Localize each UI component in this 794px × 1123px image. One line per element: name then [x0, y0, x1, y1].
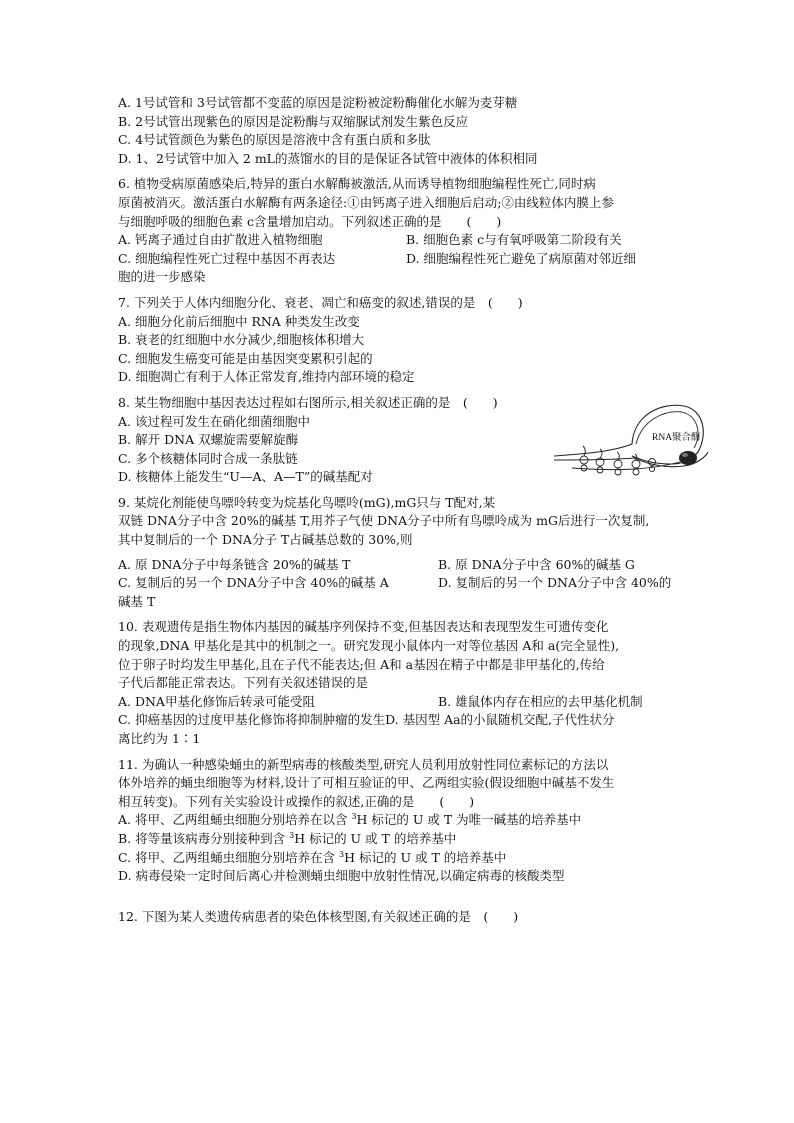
q6-stem-3: 与细胞呼吸的细胞色素 c含量增加启动。下列叙述正确的是 ( )	[118, 213, 502, 229]
q6-option-a: A. 钙离子通过自由扩散进入植物细胞	[118, 232, 323, 248]
q6-option-d: D. 细胞编程性死亡避免了病原菌对邻近细	[406, 250, 637, 266]
q6-options-row-1	[118, 231, 688, 250]
isotope-superscript: 3	[339, 849, 345, 859]
q10-stem-2: 的现象,DNA 甲基化是其中的机制之一。研究发现小鼠体内一对等位基因 A和 a(完全显性),	[118, 638, 620, 654]
q11-stem-1: 11. 为确认一种感染蛹虫的新型病毒的核酸类型,研究人员利用放射性同位素标记的方法以	[118, 756, 609, 772]
q7-option-b: B. 衰老的红细胞中水分减少,细胞核体积增大	[118, 332, 365, 348]
q7-option-d: D. 细胞凋亡有利于人体正常发育,维持内部环境的稳定	[118, 369, 415, 385]
isotope-superscript: 3	[351, 812, 357, 822]
q11-option-d-text: D. 病毒侵染一定时间后离心并检测蛹虫细胞中放射性情况,以确定病毒的核酸类型	[118, 868, 565, 884]
q10-options-row-1	[118, 693, 688, 712]
q10-option-b: B. 雄鼠体内存在相应的去甲基化机制	[438, 693, 643, 709]
q8-option-c: C. 多个核糖体同时合成一条肽链	[118, 450, 298, 466]
transcription-translation-figure	[552, 394, 710, 484]
question-11	[118, 756, 688, 886]
q8-option-b: B. 解开 DNA 双螺旋需要解旋酶	[118, 432, 299, 448]
q11-option-d	[118, 867, 688, 886]
q10-option-c: C. 抑癌基因的过度甲基化修饰将抑制肿瘤的发生	[118, 712, 386, 728]
q11-option-b	[118, 830, 688, 849]
q9-option-d-cont: 碱基 T	[118, 593, 156, 609]
q9-stem-1: 9. 某烷化剂能使鸟嘌呤转变为烷基化鸟嘌呤(mG),mG只与 T配对,某	[118, 494, 496, 510]
q7-option-a: A. 细胞分化前后细胞中 RNA 种类发生改变	[118, 313, 360, 329]
q9-stem-3: 其中复制后的一个 DNA分子 T占碱基总数的 30%,则	[118, 532, 413, 548]
q8-stem: 8. 某生物细胞中基因表达过程如右图所示,相关叙述正确的是 ( )	[118, 394, 498, 410]
q6-stem-1: 6. 植物受病原菌感染后,特异的蛋白水解酶被激活,从而诱导植物细胞编程性死亡,同时病	[118, 176, 596, 192]
q12-stem: 12. 下图为某人类遗传病患者的染色体核型图,有关叙述正确的是 ( )	[118, 908, 519, 924]
q5-option-d: D. 1、2号试管中加入 2 mL的蒸馏水的目的是保证各试管中液体的体积相同	[118, 150, 538, 166]
q9-option-a: A. 原 DNA分子中每条链含 20%的碱基 T	[118, 556, 351, 572]
q10-stem-3: 位于卵子时均发生甲基化,且在子代不能表达;但 A和 a基因在精子中都是非甲基化的,传给	[118, 656, 605, 672]
question-7	[118, 294, 688, 387]
q11-option-c-text: C. 将甲、乙两组蛹虫细胞分别培养在含	[118, 849, 340, 865]
question-10	[118, 618, 688, 748]
q11-stem-3: 相互转变)。下列有关实验设计或操作的叙述,正确的是 ( )	[118, 793, 475, 809]
q11-option-a-text-2: H 标记的 U 或 T 为唯一碱基的培养基中	[356, 812, 582, 828]
q6-stem-2: 原菌被消灭。激活蛋白水解酶有两条途径:①由钙离子进入细胞后启动;②由线粒体内膜上参	[118, 194, 614, 210]
q5-option-c: C. 4号试管颜色为紫色的原因是溶液中含有蛋白质和多肽	[118, 132, 431, 148]
q11-stem-2: 体外培养的蛹虫细胞等为材料,设计了可相互验证的甲、乙两组实验(假设细胞中碱基不发生	[118, 775, 615, 791]
q11-option-c	[118, 849, 688, 868]
q10-option-d-cont: 离比约为 1∶1	[118, 731, 201, 746]
q9-options-row-2	[118, 574, 688, 593]
q11-option-a	[118, 811, 688, 830]
q11-option-a-text: A. 将甲、乙两组蛹虫细胞分别培养在以含	[118, 812, 352, 828]
q9-option-c: C. 复制后的另一个 DNA分子中含 40%的碱基 A	[118, 575, 389, 591]
q6-option-d-cont: 胞的进一步感染	[118, 269, 206, 285]
question-9	[118, 494, 688, 612]
q5-option-a: A. 1号试管和 3号试管都不变蓝的原因是淀粉被淀粉酶催化水解为麦芽糖	[118, 95, 518, 110]
q6-option-b: B. 细胞色素 c与有氧呼吸第二阶段有关	[406, 232, 622, 248]
q11-option-c-text-2: H 标记的 U 或 T 的培养基中	[344, 849, 507, 865]
q10-options-row-2	[118, 711, 688, 730]
q8-option-d: D. 核糖体上能发生“U—A、A—T”的碱基配对	[118, 469, 373, 485]
exam-page	[118, 94, 701, 926]
question-12	[118, 908, 688, 927]
q6-options-row-2	[118, 250, 688, 269]
rna-polymerase-shape	[679, 451, 697, 465]
question-8	[118, 394, 701, 487]
q10-stem-4: 子代后都能正常表达。下列有关叙述错误的是	[118, 675, 369, 691]
q9-option-b: B. 原 DNA分子中含 60%的碱基 G	[438, 556, 635, 572]
q9-options-row-1	[118, 556, 688, 575]
rna-polymerase-label: RNA聚合酶	[652, 432, 701, 443]
q5-options	[118, 94, 688, 168]
isotope-superscript: 3	[289, 830, 295, 840]
q11-option-b-text: B. 将等量该病毒分别接种到含	[118, 830, 290, 846]
mrna-strand	[572, 462, 680, 470]
q9-stem-2: 双链 DNA分子中含 20%的碱基 T,用芥子气使 DNA分子中所有鸟嘌呤成为 mG后进行一次复制,	[118, 513, 650, 529]
q11-option-b-text-2: H 标记的 U 或 T 的培养基中	[294, 830, 457, 846]
q10-stem-1: 10. 表观遗传是指生物体内基因的碱基序列保持不变,但基因表达和表现型发生可遗传变化	[118, 619, 609, 635]
q7-option-c: C. 细胞发生癌变可能是由基因突变累积引起的	[118, 350, 373, 366]
q9-option-d: D. 复制后的另一个 DNA分子中含 40%的	[438, 575, 672, 591]
q10-option-a: A. DNA甲基化修饰后转录可能受阻	[118, 693, 315, 709]
q10-option-d: D. 基因型 Aa的小鼠随机交配,子代性状分	[385, 712, 615, 728]
question-6	[118, 175, 688, 287]
q7-stem: 7. 下列关于人体内细胞分化、衰老、凋亡和癌变的叙述,错误的是 ( )	[118, 294, 523, 310]
q8-option-a: A. 该过程可发生在硝化细菌细胞中	[118, 413, 310, 429]
q5-option-b: B. 2号试管出现紫色的原因是淀粉酶与双缩脲试剂发生紫色反应	[118, 113, 469, 129]
q6-option-c: C. 细胞编程性死亡过程中基因不再表达	[118, 250, 336, 266]
